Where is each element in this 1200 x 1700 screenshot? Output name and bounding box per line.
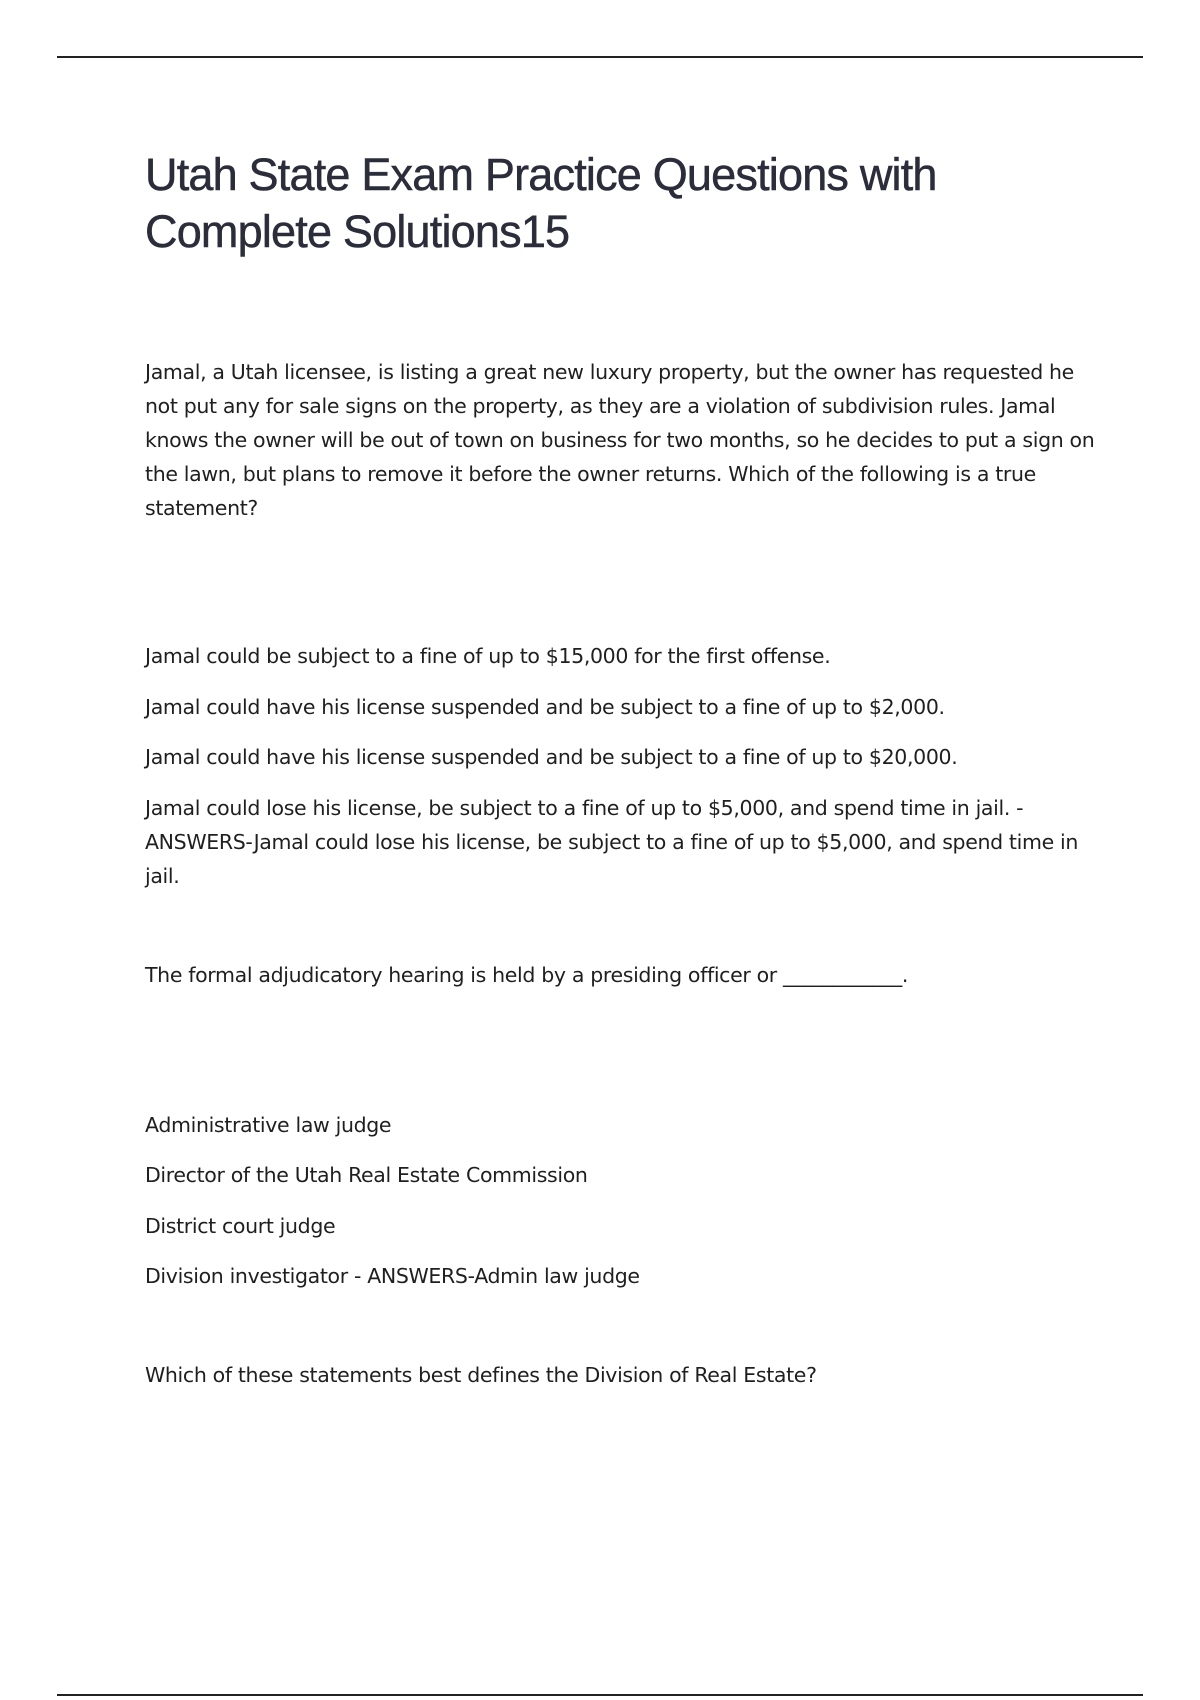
question-1-option-1: Jamal could be subject to a fine of up to $15,000 for the first offense.: [145, 644, 831, 668]
question-2-option-3: District court judge: [145, 1214, 336, 1238]
question-1-text: Jamal, a Utah licensee, is listing a great new luxury property, but the owner has requested he not put any for sale signs on the property, as they are a violation of subdivision rules. Jamal knows the owner will be out of town on business for two months, so he decides to put a sign on the lawn, but plans to remove it before the owner returns. Which of the following is a true statement?: [145, 360, 1095, 520]
question-2-option-1: Administrative law judge: [145, 1113, 392, 1137]
question-1-option-4-answer: Jamal could lose his license, be subject to a fine of up to $5,000, and spend time in jail. - ANSWERS-Jamal could lose his license, be subject to a fine of up to $5,000, and spend time in jail.: [145, 796, 1079, 888]
bottom-rule: [57, 1694, 1143, 1696]
document-title: Utah State Exam Practice Questions with Complete Solutions15: [145, 149, 937, 257]
top-rule: [57, 56, 1143, 58]
question-2-text: The formal adjudicatory hearing is held by a presiding officer or ____________.: [145, 963, 909, 987]
question-1-option-3: Jamal could have his license suspended and be subject to a fine of up to $20,000.: [145, 745, 958, 769]
question-2-option-4-answer: Division investigator - ANSWERS-Admin law judge: [145, 1264, 640, 1288]
question-2-option-2: Director of the Utah Real Estate Commission: [145, 1163, 588, 1187]
question-1-option-2: Jamal could have his license suspended and be subject to a fine of up to $2,000.: [145, 695, 945, 719]
question-3-text: Which of these statements best defines the Division of Real Estate?: [145, 1363, 817, 1387]
